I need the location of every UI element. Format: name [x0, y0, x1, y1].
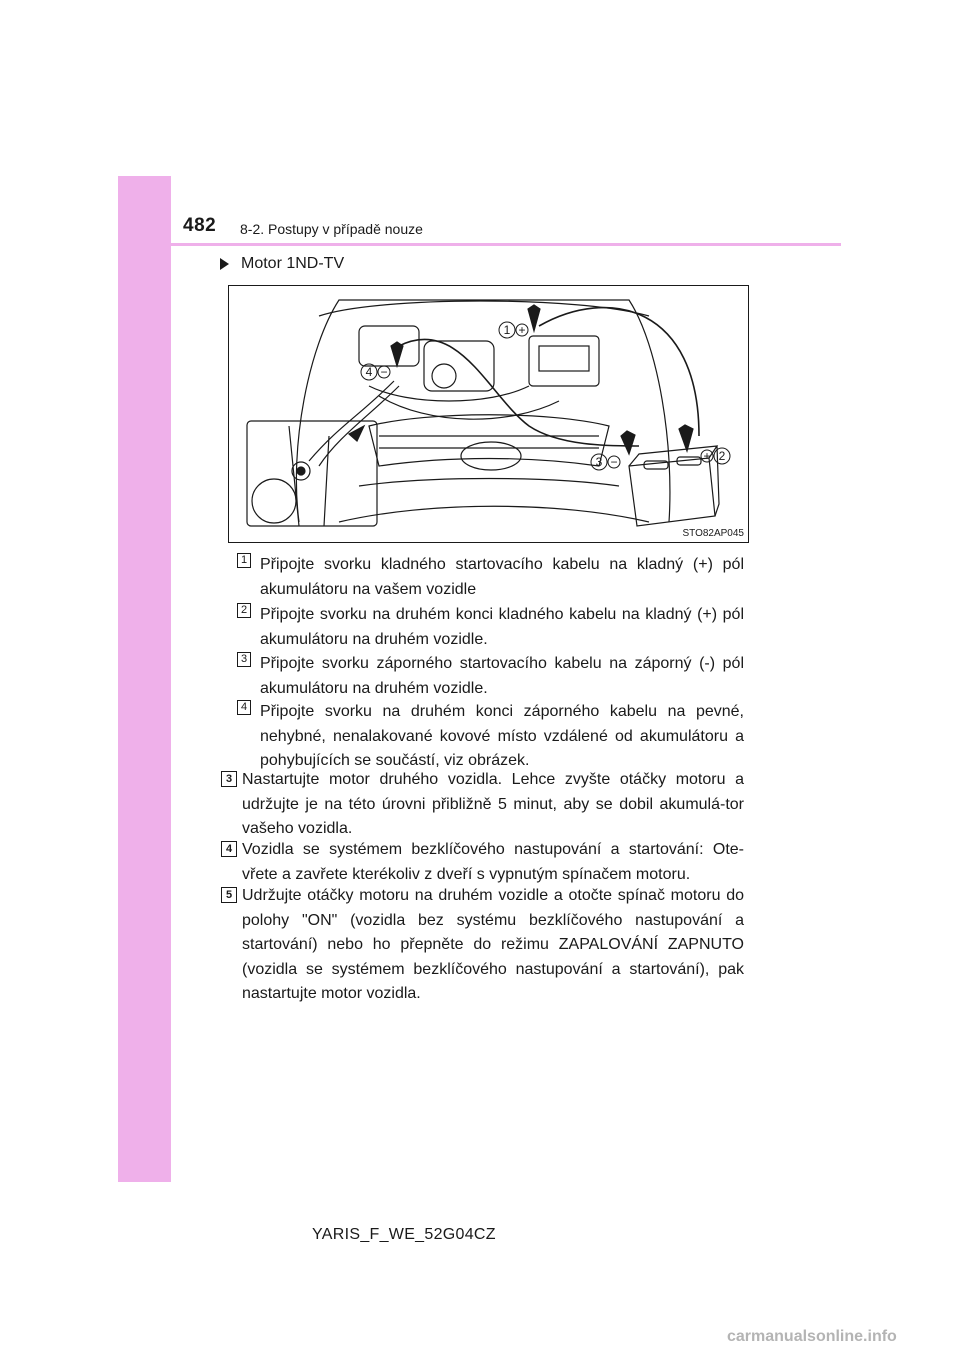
- sub-step-2-number: 2: [237, 603, 251, 618]
- engine-bay-drawing: [229, 286, 748, 542]
- main-step-3-text: Nastartujte motor druhého vozidla. Lehce zvyšte otáčky motoru a udržujte je na této úrovni přibližně 5 minut, aby se dobil akumulá-tor vašeho vozidla.: [242, 771, 744, 837]
- main-step-5-text: Udržujte otáčky motoru na druhém vozidle a otočte spínač motoru do polohy "ON" (vozidla bez systému bezklíčového nastupování a startování) nebo ho přepněte do režimu ZAPALOVÁNÍ ZAPNUTO (vozidla se systémem bezklíčového nastupování a startování), pak nastartujte motor vozidla.: [242, 887, 744, 1002]
- jump-start-illustration: [228, 285, 749, 543]
- sub-heading-text: Motor 1ND-TV: [241, 255, 345, 272]
- sub-step-1-text: Připojte svorku kladného startovacího kabelu na kladný (+) pól akumulátoru na vašem vozidle: [260, 556, 744, 598]
- section-title: 8-2. Postupy v případě nouze: [240, 221, 423, 237]
- sub-step-2-text: Připojte svorku na druhém konci kladného kabelu na kladný (+) pól akumulátoru na druhém vozidle.: [260, 606, 744, 648]
- callout-3-num: 3: [595, 455, 603, 469]
- callout-1-num: 1: [503, 323, 511, 337]
- main-step-4-number: 4: [221, 841, 237, 857]
- sub-step-4-text: Připojte svorku na druhém konci záporného kabelu na pevné, nehybné, nenalakované kovové místo vzdálené od akumulátoru a pohybujících se součástí, viz obrázek.: [260, 703, 744, 769]
- main-step-4-text: Vozidla se systémem bezklíčového nastupování a startování: Ote-vřete a zavřete kterékoliv z dveří s vypnutým spínačem motoru.: [242, 841, 744, 883]
- callout-4-sign: −: [380, 365, 388, 379]
- sub-heading: [220, 255, 344, 273]
- chapter-side-bar: [118, 176, 171, 1182]
- triangle-bullet-icon: [220, 258, 229, 270]
- callout-1-sign: +: [518, 323, 526, 337]
- callout-2-sign: +: [703, 449, 711, 463]
- main-step-3-number: 3: [221, 771, 237, 787]
- main-step-5-number: 5: [221, 887, 237, 903]
- sub-step-1-number: 1: [237, 553, 251, 568]
- footer-document-code: YARIS_F_WE_52G04CZ: [312, 1226, 496, 1243]
- callout-4-num: 4: [365, 365, 373, 379]
- callout-2-num: 2: [718, 449, 726, 463]
- watermark: carmanualsonline.info: [727, 1328, 897, 1345]
- illustration-code: STO82AP045: [682, 528, 744, 539]
- sub-step-4-number: 4: [237, 700, 251, 715]
- header-rule: [171, 243, 841, 246]
- callout-3-sign: −: [610, 455, 618, 469]
- page-number: 482: [183, 215, 217, 236]
- sub-step-3-text: Připojte svorku záporného startovacího kabelu na záporný (-) pól akumulátoru na druhém vozidle.: [260, 655, 744, 697]
- sub-step-3-number: 3: [237, 652, 251, 667]
